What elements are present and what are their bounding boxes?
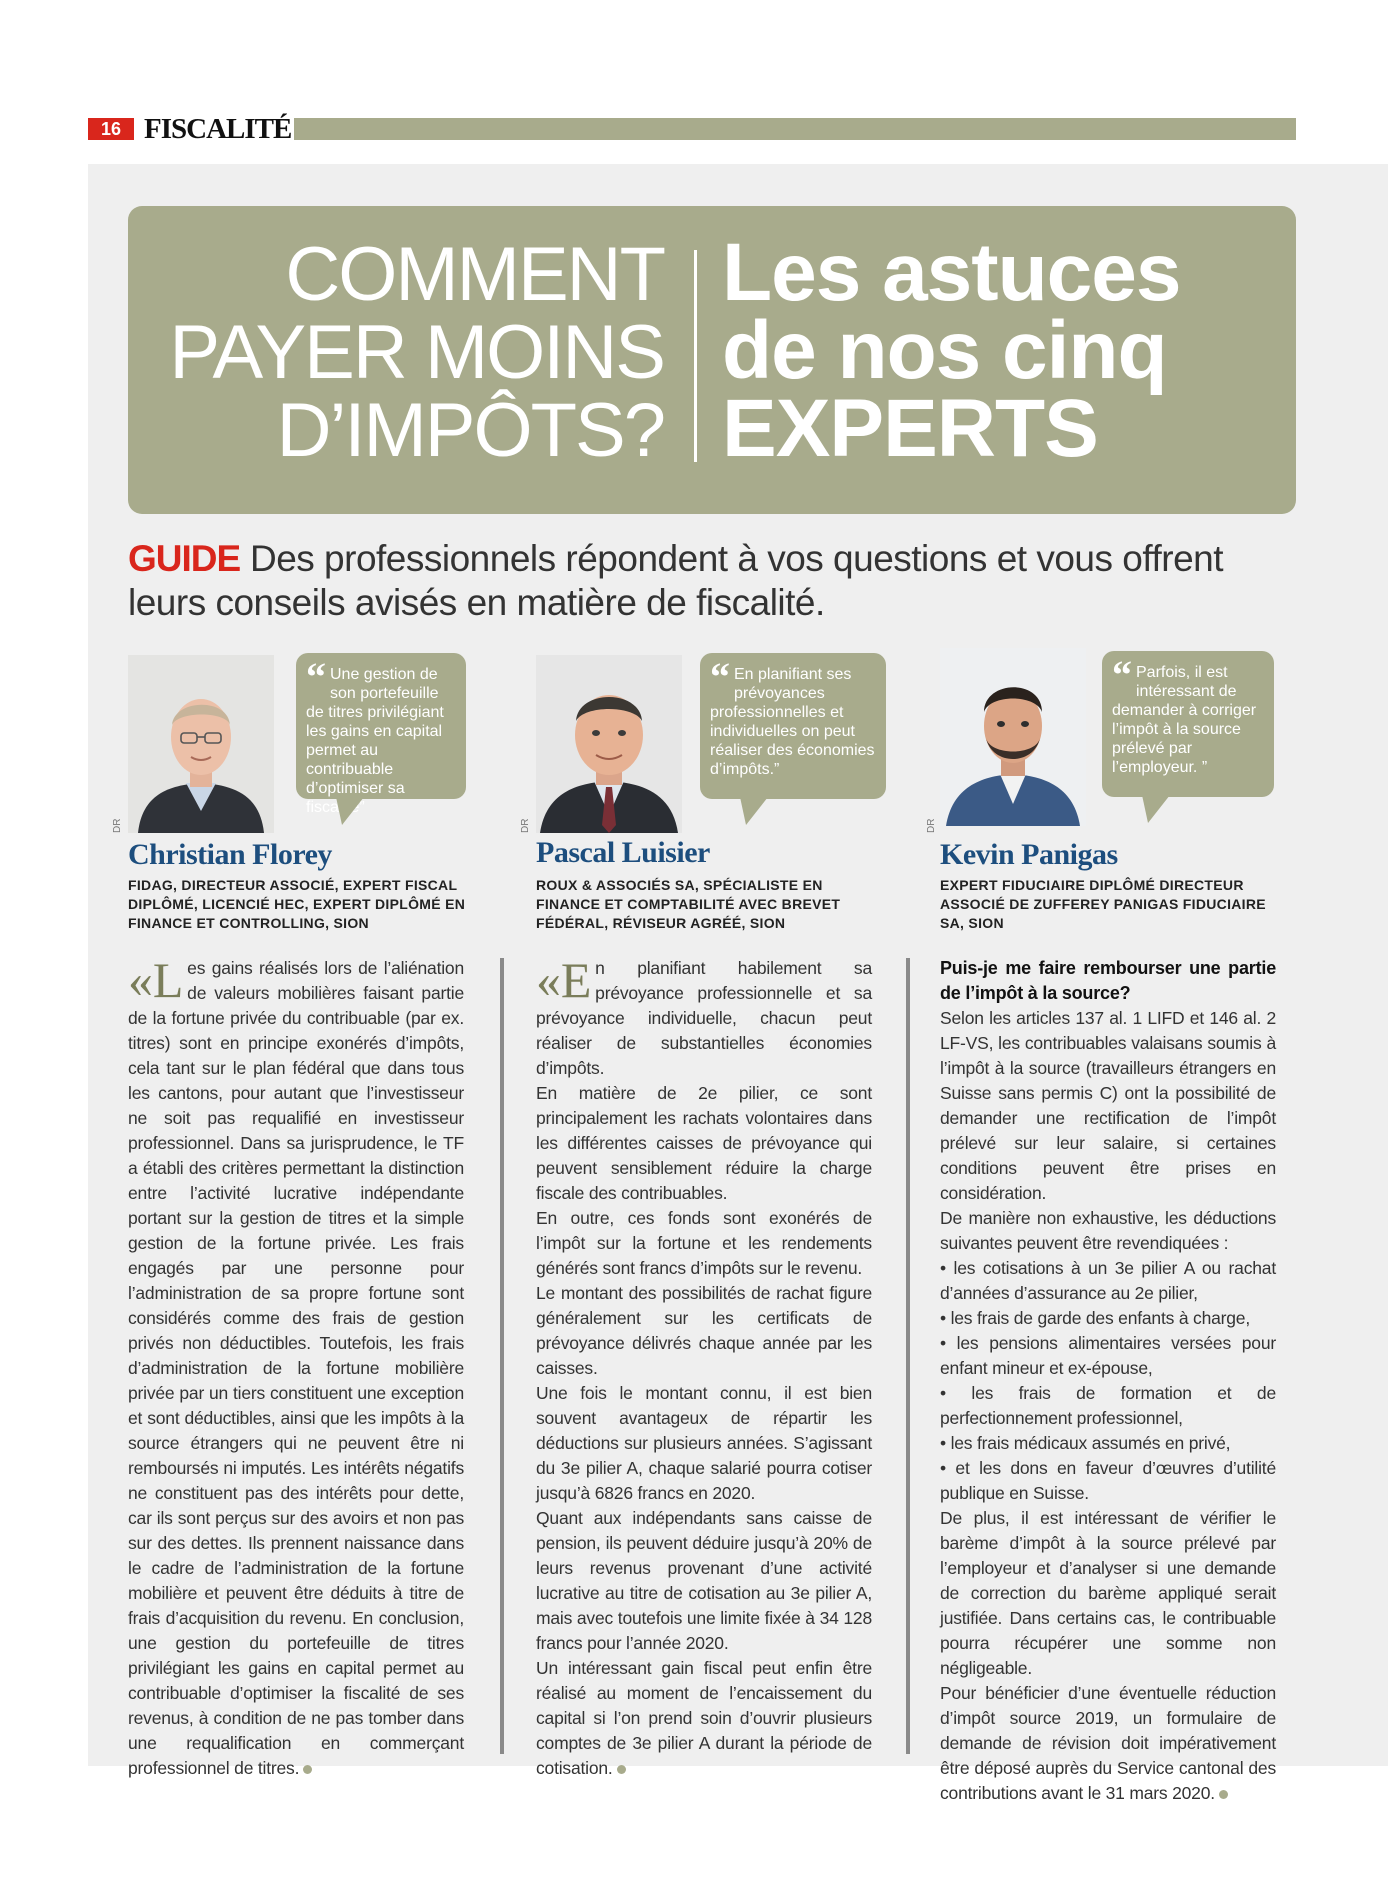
body-paragraph: «E n planifiant habilement sa prévoyance professionnelle et sa prévoyance individuelle, chacun peut réaliser de substantielles économies d’impôts. (536, 952, 872, 1078)
photo-credit: DR (112, 818, 123, 833)
page-number: 16 (88, 118, 134, 140)
expert-photo-panigas (940, 648, 1086, 826)
guide-keyword: GUIDE (128, 538, 241, 579)
body-question: Puis-je me faire rembourser une partie de l’impôt à la source? (940, 958, 1276, 1003)
title-left-line: D’IMPÔTS? (276, 388, 664, 473)
header-rule (294, 118, 1296, 140)
title-right (722, 227, 1181, 474)
body-paragraph: En outre, ces fonds sont exonérés de l’impôt sur la fortune et les rendements générés sont francs d’impôts sur le revenu. (536, 1208, 872, 1278)
list-item: • les frais de garde des enfants à charge, (940, 1308, 1251, 1328)
body-paragraph: De plus, il est intéressant de vérifier le barème d’impôt à la source prélevé par l’employeur et d’analyser si une demande de correction du barème appliqué serait justifiée. Dans certains cas, le contribuable pourra récupérer une somme non négligeable. (940, 1508, 1276, 1678)
column-divider (906, 958, 910, 1754)
expert-role: ROUX & ASSOCIÉS SA, SPÉCIALISTE EN FINANCE ET COMPTABILITÉ AVEC BREVET FÉDÉRAL, RÉVISEUR AGRÉÉ, SION (536, 877, 841, 931)
quote-mark-icon: “ (306, 654, 322, 699)
list-item: • les frais médicaux assumés en privé, (940, 1433, 1231, 1453)
title-left-line: COMMENT (285, 232, 664, 317)
photo-credit: DR (926, 818, 937, 833)
quote-mark-icon: “ (710, 654, 726, 699)
column-divider (500, 958, 504, 1754)
expert-body-panigas (940, 956, 1276, 1806)
body-paragraph: Selon les articles 137 al. 1 LIFD et 146 al. 2 LF-VS, les contribuables valaisans soumis à l’impôt à la source (travailleurs étrangers en Suisse sans permis C) ont la possibilité de demander une rectification de l’impôt prélevé sur leur salaire, si certaines conditions peuvent être prises en considération. (940, 1008, 1276, 1203)
body-paragraph: Une fois le montant connu, il est bien souvent avantageux de répartir les déductions sur plusieurs années. S’agissant du 3e pilier A, chaque salarié pourra cotiser jusqu’à 6826 francs en 2020. (536, 1383, 872, 1503)
title-box (128, 206, 1296, 514)
expert-name: Kevin Panigas (940, 838, 1118, 871)
expert-role: FIDAG, DIRECTEUR ASSOCIÉ, EXPERT FISCAL DIPLÔMÉ, LICENCIÉ HEC, EXPERT DIPLÔMÉ EN FINANCE ET CONTROLLING, SION (128, 877, 466, 931)
page-header (88, 113, 1296, 145)
title-left-line: PAYER MOINS (169, 310, 664, 395)
title-right-line: Les astuces (722, 227, 1181, 318)
section-title: FISCALITÉ (144, 113, 292, 145)
body-paragraph: Le montant des possibilités de rachat figure généralement sur les certificats de prévoyance délivrés chaque année par les caisses. (536, 1283, 872, 1378)
end-mark-icon (1219, 1790, 1228, 1799)
quote-text: Parfois, il est intéressant de demander à corriger l’impôt à la source prélevé par l’employeur. ” (1112, 664, 1257, 776)
list-item: • les pensions alimentaires versées pour enfant mineur et ex-épouse, (940, 1333, 1276, 1378)
list-item: • et les dons en faveur d’œuvres d’utilité publique en Suisse. (940, 1458, 1276, 1503)
quote-bubble-luisier (700, 653, 886, 799)
bubble-tail (336, 797, 364, 825)
end-mark-icon (617, 1765, 626, 1774)
photo-credit: DR (520, 818, 531, 833)
bubble-tail (1142, 795, 1170, 823)
expert-role: EXPERT FIDUCIAIRE DIPLÔMÉ DIRECTEUR ASSOCIÉ DE ZUFFEREY PANIGAS FIDUCIAIRE SA, SION (940, 877, 1266, 931)
title-divider (694, 250, 697, 462)
guide-text: Des professionnels répondent à vos questions et vous offrent leurs conseils avisés en matière de fiscalité. (128, 538, 1224, 623)
bubble-tail (740, 797, 768, 825)
body-paragraph: Quant aux indépendants sans caisse de pension, ils peuvent déduire jusqu’à 20% de leurs revenus provenant d’une activité lucrative au titre de cotisation au 3e pilier A, mais avec toutefois une limite fixée à 34 128 francs pour l’année 2020. (536, 1508, 872, 1653)
dropcap: «L (128, 952, 184, 1008)
body-paragraph: De manière non exhaustive, les déductions suivantes peuvent être revendiquées : (940, 1208, 1276, 1253)
expert-photo-florey (128, 655, 274, 833)
body-paragraph: En matière de 2e pilier, ce sont principalement les rachats volontaires dans les différentes caisses de prévoyance qui peuvent sensiblement réduire la charge fiscale des contribuables. (536, 1083, 872, 1203)
dropcap: «E (536, 952, 592, 1008)
body-paragraph: Pour bénéficier d’une éventuelle réduction d’impôt source 2019, un formulaire de demande de révision doit impérativement être déposé auprès du Service cantonal des contributions avant le 31 mars 2020. (940, 1683, 1276, 1803)
quote-bubble-florey (296, 653, 466, 816)
expert-name: Pascal Luisier (536, 836, 710, 869)
quote-bubble-panigas (1102, 651, 1274, 797)
quote-text: En planifiant ses prévoyances professionnelles et individuelles on peut réaliser des économies d’impôts.” (710, 666, 875, 778)
title-left (128, 232, 664, 473)
expert-body-luisier (536, 952, 872, 1781)
title-right-line: EXPERTS (722, 383, 1098, 474)
guide-intro (128, 537, 1288, 625)
list-item: • les frais de formation et de perfectionnement professionnel, (940, 1383, 1276, 1428)
expert-photo-luisier (536, 655, 682, 833)
expert-body-florey (128, 952, 464, 1781)
expert-name: Christian Florey (128, 838, 332, 871)
body-paragraph: Un intéressant gain fiscal peut enfin être réalisé au moment de l’encaissement du capital si l’on prend soin d’ouvrir plusieurs comptes de 3e pilier A durant la période de cotisation. (536, 1658, 872, 1778)
quote-text: Une gestion de son portefeuille de titres privilégiant les gains en capital permet au contribuable d’optimiser sa fiscalité” (306, 666, 444, 816)
list-item: • les cotisations à un 3e pilier A ou rachat d’années d’assurance au 2e pilier, (940, 1258, 1276, 1303)
title-right-line: de nos cinq (722, 305, 1167, 396)
body-text: es gains réalisés lors de l’aliénation de valeurs mobilières faisant partie de la fortune privée du contribuable (par ex. titres) sont en principe exonérés d’impôts, cela tant sur le plan fédéral que dans tous les cantons, pour autant que l’investisseur ne soit pas requalifié en investisseur professionnel. Dans sa jurisprudence, le TF a établi des critères permettant la distinction entre l’activité lucrative indépendante portant sur la gestion de titres et la simple gestion de la fortune privée. Les frais engagés par une personne pour l’administration de sa propre fortune sont considérés comme des frais de gestion privés non déductibles. Toutefois, les frais d’administration de la fortune mobilière privée par un tiers constituent une exception et sont déductibles, ainsi que les impôts à la source étrangers qui ne peuvent être ni remboursés ni imputés. Les intérêts négatifs ne constituent pas des intérêts pour dette, car ils sont perçus sur des avoirs et non pas sur des dettes. Ils prennent naissance dans le cadre de l’administration de la fortune mobilière et peuvent être déduits à titre de frais d’acquisition du revenu. En conclusion, une gestion du portefeuille de titres privilégiant les gains en capital permet au contribuable d’optimiser la fiscalité de ses revenus, à condition de ne pas tomber dans une requalification en commerçant professionnel de titres. (128, 958, 464, 1778)
end-mark-icon (303, 1765, 312, 1774)
quote-mark-icon: “ (1112, 652, 1128, 697)
